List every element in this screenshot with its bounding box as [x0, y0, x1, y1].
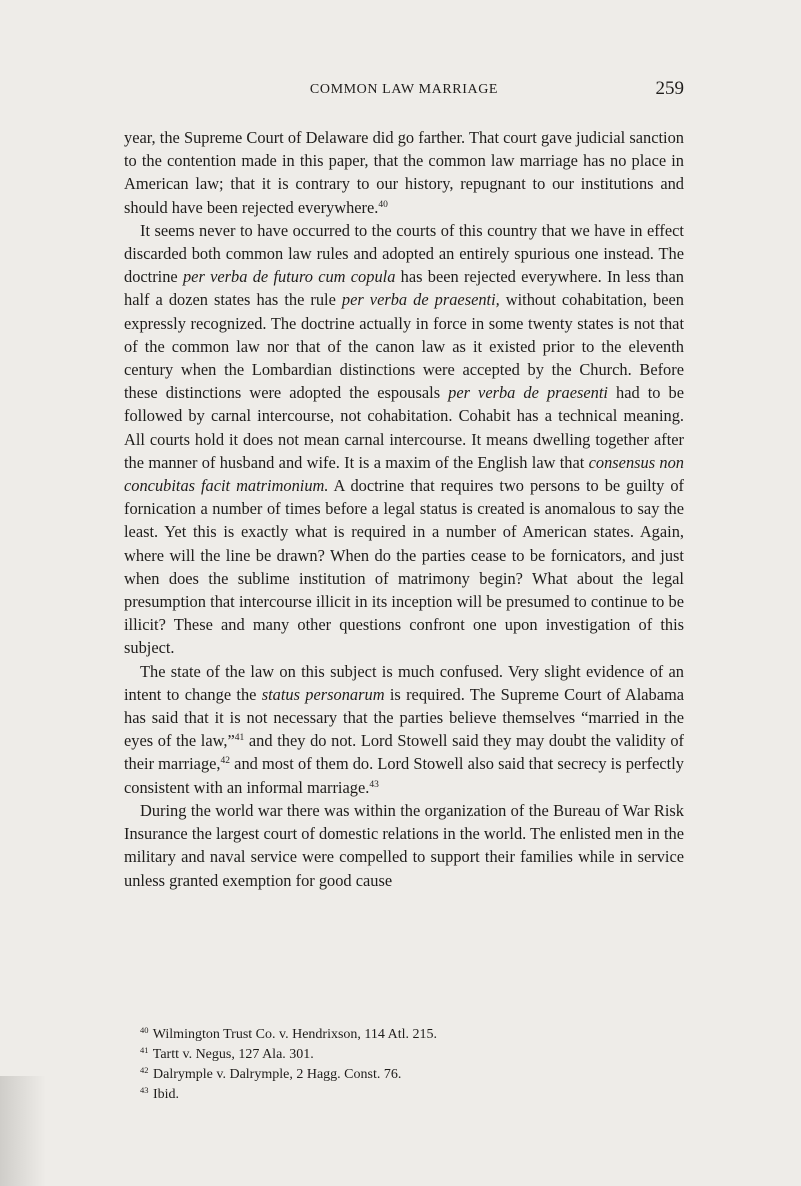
text-run: is required. The Supreme Court of Alabama has said that it is not necessary that the parties believe themselves “married in the eyes of the law,”: [124, 684, 685, 751]
text-run: without cohabitation, been expressly recognized. The doctrine actually in force in some twenty states is not that of the common law nor that of the canon law as it existed prior to the eleventh century when the Lombardian distinctions were accepted by the Church. Before these distinctions were adopted the espousals: [124, 290, 684, 403]
text-run: During the world war there was within the organization of the Bureau of War Risk Insurance the largest court of domestic relations in the world. The enlisted men in the military and naval service were compelled to support their families while in service unless granted exemption for good cause: [124, 800, 684, 890]
text-run: A doctrine that requires two persons to be guilty of fornication a number of times before a legal status is created is anomalous to say the least. Yet this is exactly what is required in a number of American states. Again, where will the line be drawn? When do the parties cease to be fornicators, and just when does the sublime institution of matrimony begin? What about the legal presumption that intercourse illicit in its inception will be presumed to continue to be illicit? These and many other questions confront one upon investigation of this subject.: [124, 476, 684, 658]
latin-term: per verba de futuro cum copula: [182, 267, 396, 287]
footnote: [140, 1065, 684, 1085]
text-run: and they do not. Lord Stowell said they may doubt the validity of their marriage,: [124, 731, 684, 774]
text-run: and most of them do. Lord Stowell also said that secrecy is perfectly consistent with an informal marriage.: [124, 754, 684, 797]
footnote-text: Ibid.: [149, 1087, 180, 1102]
latin-term: status personarum: [261, 684, 385, 704]
footnote: [140, 1025, 684, 1045]
binding-shadow: [0, 1076, 46, 1186]
footnote-text: Dalrymple v. Dalrymple, 2 Hagg. Const. 76.: [149, 1067, 402, 1082]
footnote-ref: 42: [220, 756, 231, 767]
text-run: had to be followed by carnal intercourse, not cohabitation. Cohabit has a technical meaning. All courts hold it does not mean carnal intercourse. It means dwelling together after the manner of husband and wife. It is a maxim of the English law that: [124, 383, 684, 472]
footnotes: [140, 1025, 684, 1105]
text-run: The state of the law on this subject is much confused. Very slight evidence of an intent to change the: [124, 661, 684, 704]
footnote-ref: 40: [378, 199, 388, 210]
footnote: [140, 1085, 684, 1105]
paragraph: [124, 799, 684, 892]
paragraph: [124, 126, 684, 219]
footnote-number: 40: [140, 1025, 149, 1035]
latin-term: per verba de praesenti,: [341, 290, 500, 310]
running-head: [124, 78, 684, 104]
footnote-ref: 43: [369, 779, 379, 790]
footnote-text: Tartt v. Negus, 127 Ala. 301.: [149, 1047, 314, 1062]
text-run: year, the Supreme Court of Delaware did go farther. That court gave judicial sanction to the contention made in this paper, that the common law marriage has no place in American law; that it is contrary to our history, repugnant to our institutions and should have been rejected everywhere.: [124, 128, 684, 217]
page-number: 259: [655, 78, 684, 99]
paragraph: [124, 660, 684, 799]
paragraph: [124, 219, 684, 660]
running-title: COMMON LAW MARRIAGE: [309, 82, 499, 97]
footnote-number: 43: [140, 1085, 149, 1095]
latin-term: per verba de praesenti: [448, 383, 608, 403]
footnote-number: 41: [140, 1045, 149, 1055]
footnote-number: 42: [140, 1065, 149, 1075]
footnote: [140, 1045, 684, 1065]
text-run: has been rejected everywhere. In less than half a dozen states has the rule: [124, 267, 684, 310]
latin-term: consensus non concubitas facit matrimonium.: [124, 452, 684, 496]
text-run: It seems never to have occurred to the courts of this country that we have in effect discarded both common law rules and adopted an entirely spurious one instead. The doctrine: [124, 220, 684, 287]
body-text: [124, 126, 684, 892]
footnote-text: Wilmington Trust Co. v. Hendrixson, 114 Atl. 215.: [149, 1027, 438, 1042]
footnote-ref: 41: [234, 733, 245, 744]
